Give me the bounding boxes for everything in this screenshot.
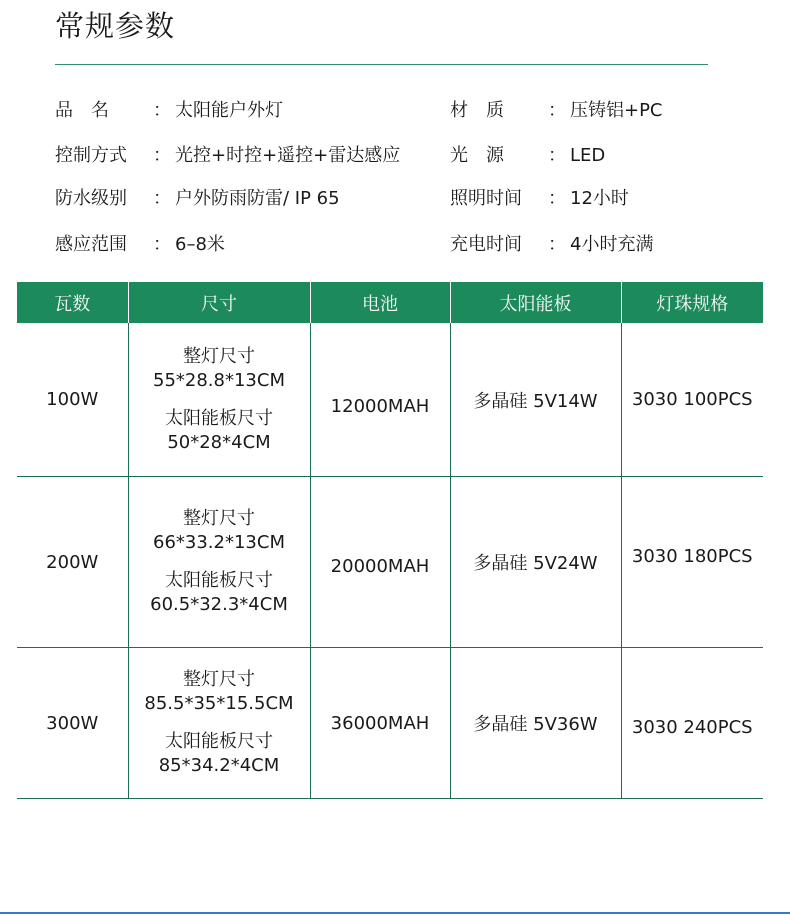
spec-separator: ：	[548, 145, 566, 166]
led-value: 3030 240PCS	[631, 716, 753, 738]
bottom-divider	[0, 912, 790, 914]
table-row	[17, 477, 763, 648]
lamp-size-value: 85.5*35*15.5CM	[144, 693, 294, 714]
header-battery: 电池	[310, 282, 450, 323]
spec-light-source	[450, 144, 605, 168]
header-size: 尺寸	[128, 282, 310, 323]
led-value: 3030 180PCS	[631, 545, 753, 567]
cell-battery	[310, 323, 450, 477]
led-value: 3030 100PCS	[631, 389, 753, 410]
spec-key: 感应范围	[55, 234, 127, 255]
cell-battery	[310, 477, 450, 648]
panel-size-label: 太阳能板尺寸	[165, 407, 273, 429]
table-row	[17, 648, 763, 799]
spec-control	[55, 144, 400, 168]
panel-size-label: 太阳能板尺寸	[165, 731, 273, 752]
cell-size	[128, 477, 310, 648]
panel-size-label: 太阳能板尺寸	[165, 570, 273, 591]
parameter-table	[17, 282, 763, 799]
lamp-size-label: 整灯尺寸	[183, 669, 255, 690]
spec-key: 充电时间	[450, 234, 522, 255]
spec-charge-time	[450, 233, 653, 257]
cell-watt: 300W	[17, 648, 128, 799]
spec-material	[450, 99, 663, 123]
panel-size-value: 60.5*32.3*4CM	[150, 594, 288, 615]
header-solar-panel: 太阳能板	[450, 282, 621, 323]
spec-value: 太阳能户外灯	[175, 100, 283, 121]
cell-size	[128, 323, 310, 477]
spec-separator: ：	[153, 188, 171, 209]
cell-battery	[310, 648, 450, 799]
cell-panel	[450, 323, 621, 477]
lamp-size-value: 55*28.8*13CM	[153, 369, 285, 391]
spec-separator: ：	[548, 234, 566, 255]
spec-value: 光控+时控+遥控+雷达感应	[175, 145, 401, 166]
spec-key: 材 质	[450, 100, 504, 121]
spec-sensing-range	[55, 233, 225, 257]
spec-lighting-time	[450, 187, 629, 211]
cell-watt: 100W	[17, 323, 128, 477]
panel-size-value: 50*28*4CM	[167, 431, 271, 453]
battery-value: 36000MAH	[330, 712, 430, 734]
cell-watt: 200W	[17, 477, 128, 648]
spec-value: LED	[570, 145, 606, 166]
table-header-row	[17, 282, 763, 323]
spec-separator: ：	[153, 234, 171, 255]
cell-led	[621, 648, 763, 799]
lamp-size-label: 整灯尺寸	[183, 508, 255, 529]
cell-panel	[450, 477, 621, 648]
table-row	[17, 323, 763, 477]
spec-key: 品 名	[55, 100, 109, 121]
cell-led	[621, 477, 763, 648]
title-divider	[55, 64, 708, 65]
spec-value: 6–8米	[175, 234, 225, 255]
panel-value: 多晶硅 5V14W	[473, 390, 598, 412]
panel-value: 多晶硅 5V36W	[473, 714, 598, 735]
battery-value: 20000MAH	[330, 555, 430, 577]
spec-value: 12小时	[570, 188, 629, 209]
spec-separator: ：	[548, 188, 566, 209]
spec-separator: ：	[548, 100, 566, 121]
lamp-size-label: 整灯尺寸	[183, 345, 255, 367]
lamp-size-value: 66*33.2*13CM	[153, 532, 285, 553]
cell-panel	[450, 648, 621, 799]
spec-name	[55, 99, 283, 123]
spec-value: 压铸铝+PC	[570, 100, 663, 121]
spec-separator: ：	[153, 100, 171, 121]
spec-key: 光 源	[450, 145, 504, 166]
spec-waterproof	[55, 187, 340, 211]
spec-key: 控制方式	[55, 145, 127, 166]
battery-value: 12000MAH	[330, 396, 430, 417]
panel-value: 多晶硅 5V24W	[473, 553, 598, 574]
header-led-spec: 灯珠规格	[621, 282, 763, 323]
spec-key: 防水级别	[55, 188, 127, 209]
spec-value: 户外防雨防雷/ IP 65	[175, 188, 340, 209]
cell-led	[621, 323, 763, 477]
cell-size	[128, 648, 310, 799]
spec-separator: ：	[153, 145, 171, 166]
spec-value: 4小时充满	[570, 234, 654, 255]
spec-key: 照明时间	[450, 188, 522, 209]
panel-size-value: 85*34.2*4CM	[158, 755, 280, 776]
page-title: 常规参数	[55, 9, 176, 43]
header-watt: 瓦数	[17, 282, 128, 323]
